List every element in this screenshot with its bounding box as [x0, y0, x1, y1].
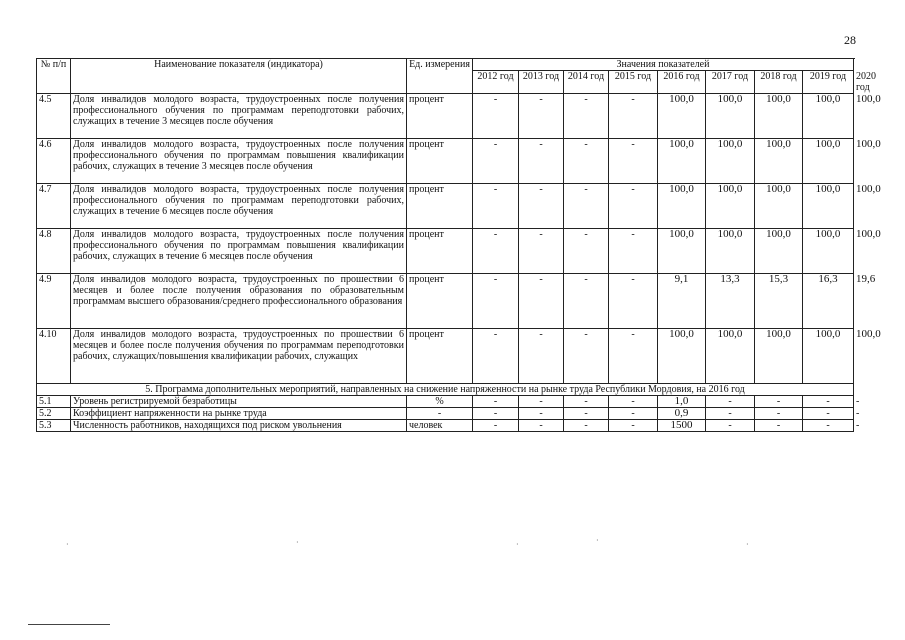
table-row: 4.8 Доля инвалидов молодого возраста, трудоустроенных после получения профессионального обучения по программам повышения квалификации рабочих, служащих в течение 6 месяцев после обучения процент - - - - 100,0 100,0 100,0 100,0 100,0 — [37, 229, 854, 274]
value-cell: - — [519, 94, 564, 139]
row-number: 4.9 — [37, 274, 71, 329]
header-name: Наименование показателя (индикатора) — [71, 59, 407, 94]
header-year: 2019 год — [803, 71, 854, 94]
header-year: 2013 год — [519, 71, 564, 94]
value-cell: - — [519, 329, 564, 384]
value-cell: 100,0 — [755, 94, 803, 139]
value-cell: - — [564, 420, 609, 432]
value-cell: - — [519, 420, 564, 432]
indicator-name: Доля инвалидов молодого возраста, трудоустроенных после получения профессионального обучения по программам повышения квалификации рабочих, служащих в течение 3 месяцев после обучения — [71, 139, 407, 184]
section-title: 5. Программа дополнительных мероприятий, направленных на снижение напряженности на рынке труда Республики Мордовия, на 2016 год — [37, 384, 854, 396]
unit-cell: процент — [407, 139, 473, 184]
scan-speck: · — [746, 540, 749, 549]
value-cell: 100,0 — [706, 184, 755, 229]
value-cell: - — [473, 94, 519, 139]
header-year: 2016 год — [658, 71, 706, 94]
value-cell: - — [473, 184, 519, 229]
table-row: 4.5 Доля инвалидов молодого возраста, трудоустроенных после получения профессионального обучения по программам переподготовки рабочих, служащих в течение 3 месяцев после обучения процент - - - - 100,0 100,0 100,0 100,0 100,0 — [37, 94, 854, 139]
header-year: 2012 год — [473, 71, 519, 94]
unit-cell: - — [407, 408, 473, 420]
value-cell: - — [564, 396, 609, 408]
table-row: 4.7 Доля инвалидов молодого возраста, трудоустроенных после получения профессионального обучения по программам переподготовки рабочих, служащих в течение 6 месяцев после обучения процент - - - - 100,0 100,0 100,0 100,0 100,0 — [37, 184, 854, 229]
value-cell: - — [519, 408, 564, 420]
unit-cell: процент — [407, 229, 473, 274]
value-cell: 100,0 — [755, 229, 803, 274]
unit-cell: человек — [407, 420, 473, 432]
section-title-row — [37, 384, 854, 396]
value-cell: - — [609, 274, 658, 329]
value-cell: - — [609, 408, 658, 420]
row-number: 4.8 — [37, 229, 71, 274]
value-cell: 9,1 — [658, 274, 706, 329]
table-row: 5.3 Численность работников, находящихся под риском увольнения человек - - - - 1500 - - - - — [37, 420, 854, 432]
table-row: 5.1 Уровень регистрируемой безработицы % - - - - 1,0 - - - - — [37, 396, 854, 408]
table-row: 4.9 Доля инвалидов молодого возраста, трудоустроенных по прошествии 6 месяцев и более после получения образования по образовательным программам высшего образования/среднего профессионального образования процент - - - - 9,1 13,3 15,3 16,3 19,6 — [37, 274, 854, 329]
scan-speck: · — [296, 538, 299, 547]
unit-cell: процент — [407, 94, 473, 139]
value-cell: - — [609, 420, 658, 432]
row-number: 4.10 — [37, 329, 71, 384]
header-num: № п/п — [37, 59, 71, 94]
value-cell: - — [564, 329, 609, 384]
page-number: 28 — [844, 33, 856, 47]
indicator-name: Численность работников, находящихся под риском увольнения — [71, 420, 407, 432]
header-year: 2017 год — [706, 71, 755, 94]
value-cell: - — [609, 396, 658, 408]
value-cell: 100,0 — [706, 229, 755, 274]
value-cell: - — [706, 408, 755, 420]
value-cell: - — [803, 408, 854, 420]
row-number: 4.7 — [37, 184, 71, 229]
value-cell: - — [803, 396, 854, 408]
value-cell: - — [609, 229, 658, 274]
header-values: Значения показателей — [473, 59, 854, 71]
value-cell: 100,0 — [755, 184, 803, 229]
indicator-name: Доля инвалидов молодого возраста, трудоустроенных после получения профессионального обучения по программам повышения квалификации рабочих, служащих в течение 6 месяцев после обучения — [71, 229, 407, 274]
value-cell: - — [706, 396, 755, 408]
value-cell: 13,3 — [706, 274, 755, 329]
value-cell: 100,0 — [706, 139, 755, 184]
scan-speck: · — [516, 540, 519, 549]
value-cell: - — [473, 329, 519, 384]
value-cell: - — [609, 94, 658, 139]
value-cell: - — [519, 396, 564, 408]
indicator-name: Доля инвалидов молодого возраста, трудоустроенных после получения профессионального обучения по программам переподготовки рабочих, служащих в течение 6 месяцев после обучения — [71, 184, 407, 229]
value-cell: - — [609, 184, 658, 229]
table-row: 5.2 Коэффициент напряженности на рынке труда - - - - - 0,9 - - - - — [37, 408, 854, 420]
scan-speck: · — [596, 536, 599, 545]
value-cell: 15,3 — [755, 274, 803, 329]
value-cell: 100,0 — [706, 94, 755, 139]
indicator-name: Доля инвалидов молодого возраста, трудоустроенных после получения профессионального обучения по программам переподготовки рабочих, служащих в течение 3 месяцев после обучения — [71, 94, 407, 139]
value-cell: - — [519, 229, 564, 274]
indicator-name: Доля инвалидов молодого возраста, трудоустроенных по прошествии 6 месяцев и более после получения обучения по программам переподготовки рабочих, служащих/повышения квалификации рабочих, служащих — [71, 329, 407, 384]
value-cell: - — [755, 396, 803, 408]
indicator-name: Коэффициент напряженности на рынке труда — [71, 408, 407, 420]
row-number: 4.5 — [37, 94, 71, 139]
header-year: 2015 год — [609, 71, 658, 94]
value-cell: - — [564, 139, 609, 184]
row-number: 5.1 — [37, 396, 71, 408]
value-cell: - — [473, 396, 519, 408]
value-cell: - — [564, 94, 609, 139]
table-header: № п/п Наименование показателя (индикатора) Ед. измерения Значения показателей 2012 год 2013 год 2014 год 2015 год 2016 год 2017 год 2018 год 2019 год 2020 год — [37, 59, 854, 94]
value-cell: - — [473, 274, 519, 329]
table-row: 4.10 Доля инвалидов молодого возраста, трудоустроенных по прошествии 6 месяцев и более после получения обучения по программам переподготовки рабочих, служащих/повышения квалификации рабочих, служащих процент - - - - 100,0 100,0 100,0 100,0 100,0 — [37, 329, 854, 384]
value-cell: - — [564, 274, 609, 329]
value-cell: 100,0 — [755, 329, 803, 384]
value-cell: 100,0 — [658, 229, 706, 274]
indicators-table — [36, 58, 881, 432]
table-body — [37, 93, 881, 432]
value-cell: 100,0 — [706, 329, 755, 384]
value-cell: - — [755, 420, 803, 432]
row-number: 5.3 — [37, 420, 71, 432]
footnote-rule — [28, 624, 110, 625]
value-cell: 100,0 — [658, 329, 706, 384]
value-cell: - — [755, 408, 803, 420]
unit-cell: процент — [407, 184, 473, 229]
unit-cell: % — [407, 396, 473, 408]
value-cell: - — [519, 139, 564, 184]
value-cell: - — [706, 420, 755, 432]
value-cell: 100,0 — [803, 139, 854, 184]
value-cell: - — [473, 420, 519, 432]
header-year: 2014 год — [564, 71, 609, 94]
value-cell: - — [473, 408, 519, 420]
indicator-name: Доля инвалидов молодого возраста, трудоустроенных по прошествии 6 месяцев и более после получения образования по образовательным программам высшего образования/среднего профессионального образования — [71, 274, 407, 329]
row-number: 5.2 — [37, 408, 71, 420]
value-cell: 100,0 — [803, 184, 854, 229]
value-cell: - — [564, 184, 609, 229]
value-cell: 100,0 — [803, 329, 854, 384]
value-cell: 100,0 — [803, 229, 854, 274]
table-row: 4.6 Доля инвалидов молодого возраста, трудоустроенных после получения профессионального обучения по программам повышения квалификации рабочих, служащих в течение 3 месяцев после обучения процент - - - - 100,0 100,0 100,0 100,0 100,0 — [37, 139, 854, 184]
value-cell: 100,0 — [658, 94, 706, 139]
value-cell: 16,3 — [803, 274, 854, 329]
indicator-name: Уровень регистрируемой безработицы — [71, 396, 407, 408]
value-cell: - — [803, 420, 854, 432]
unit-cell: процент — [407, 329, 473, 384]
scan-speck: · — [66, 540, 69, 549]
unit-cell: процент — [407, 274, 473, 329]
value-cell: 0,9 — [658, 408, 706, 420]
value-cell: 100,0 — [658, 139, 706, 184]
row-number: 4.6 — [37, 139, 71, 184]
value-cell: - — [609, 139, 658, 184]
header-year: 2018 год — [755, 71, 803, 94]
value-cell: - — [473, 229, 519, 274]
value-cell: 100,0 — [658, 184, 706, 229]
value-cell: 1500 — [658, 420, 706, 432]
value-cell: - — [564, 229, 609, 274]
value-cell: - — [609, 329, 658, 384]
value-cell: 100,0 — [803, 94, 854, 139]
value-cell: - — [473, 139, 519, 184]
value-cell: - — [564, 408, 609, 420]
value-cell: 100,0 — [755, 139, 803, 184]
value-cell: 1,0 — [658, 396, 706, 408]
value-cell: - — [519, 274, 564, 329]
header-unit: Ед. измерения — [407, 59, 473, 94]
value-cell: - — [519, 184, 564, 229]
